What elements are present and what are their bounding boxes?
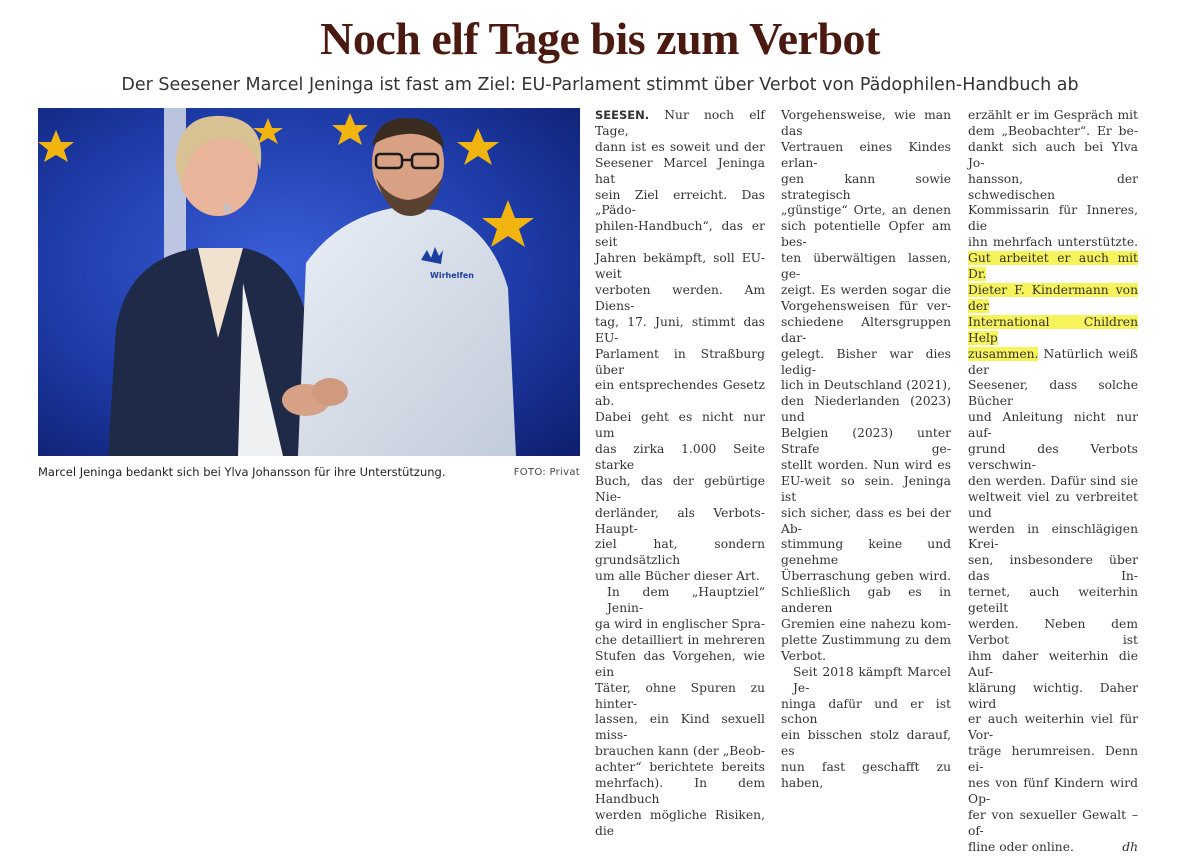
- col3-line: Seesener, dass solche Bücher: [968, 378, 1138, 409]
- col1-line: Täter, ohne Spuren zu hinter-: [595, 680, 765, 711]
- col3-line: dem „Beobachter“. Er be-: [968, 123, 1138, 138]
- col2-line: Gremien eine nahezu kom-: [781, 617, 951, 631]
- col1-line: sein Ziel erreicht. Das „Pädo-: [595, 187, 765, 218]
- col1-line: In dem „Hauptziel“ Jenin-: [607, 585, 765, 616]
- col2-line: stimmung keine und genehme: [781, 537, 951, 568]
- col1-line: achter“ berichtete bereits: [595, 760, 765, 775]
- col3-highlight-line: [968, 315, 1138, 347]
- col1-line: werden mögliche Risiken, die: [595, 807, 765, 838]
- col2-line: schiedene Altersgruppen dar-: [781, 314, 951, 345]
- article-column-1: [595, 108, 765, 840]
- col3-line: weltweit viel zu verbreitet und: [968, 489, 1138, 520]
- highlighted-text: zusammen.: [968, 346, 1039, 361]
- col2-line: ein bisschen stolz darauf, es: [781, 728, 951, 759]
- col2-line: gelegt. Bisher war dies ledig-: [781, 346, 951, 377]
- highlighted-text: International Children Help: [968, 314, 1138, 345]
- col2-line: Vorgehensweisen für ver-: [781, 298, 951, 313]
- col3-line: werden. Neben dem Verbot ist: [968, 617, 1138, 647]
- col3-line: dankt sich auch bei Ylva Jo-: [968, 139, 1138, 170]
- col2-line: Vertrauen eines Kindes erlan-: [781, 139, 951, 170]
- col2-line: ten überwältigen lassen, ge-: [781, 251, 951, 282]
- col2-line: zeigt. Es werden sogar die: [781, 282, 951, 297]
- col1-line: um alle Bücher dieser Art.: [595, 569, 760, 584]
- col2-line: lich in Deutschland (2021),: [781, 378, 951, 393]
- subline: Der Seesener Marcel Jeninga ist fast am Ziel: EU-Parlament stimmt über Verbot von Pädophilen-Handbuch ab: [121, 75, 1079, 95]
- col3-line: klärung wichtig. Daher wird: [968, 680, 1138, 711]
- shirt-logo-text: Wirhelfen: [430, 271, 474, 280]
- col2-line: stellt worden. Nun wird es: [781, 457, 951, 472]
- col3-highlight-line: [968, 251, 1138, 283]
- article-photo: [38, 108, 580, 456]
- col2-line: Verbot.: [781, 648, 827, 663]
- col1-line: Dabei geht es nicht nur um: [595, 410, 765, 441]
- col1-line: derländer, als Verbots-Haupt-: [595, 505, 765, 536]
- col3-line: Kommissarin für Inneres, die: [968, 203, 1138, 234]
- col1-line: ziel hat, sondern grundsätzlich: [595, 537, 765, 568]
- col3-line: fer von sexueller Gewalt – of-: [968, 807, 1138, 838]
- article-column-3: [968, 108, 1138, 856]
- article-column-2: [781, 108, 951, 792]
- col1-line: Parlament in Straßburg über: [595, 346, 765, 377]
- col2-line: ninga dafür und er ist schon: [781, 696, 951, 727]
- col1-line: ein entsprechendes Gesetz ab.: [595, 378, 765, 409]
- col2-line: Überraschung geben wird.: [781, 569, 951, 584]
- col3-text: Natürlich weiß der: [968, 346, 1138, 377]
- col3-line: und Anleitung nicht nur auf-: [968, 410, 1138, 441]
- col1-line: che detailliert in mehreren: [595, 632, 765, 647]
- col2-line: Vorgehensweise, wie man das: [781, 108, 951, 138]
- col1-line: das zirka 1.000 Seite starke: [595, 442, 765, 472]
- col1-line: dann ist es soweit und der: [595, 139, 765, 154]
- col1-line: Buch, das der gebürtige Nie-: [595, 473, 765, 504]
- col2-line: „günstige“ Orte, an denen: [781, 203, 951, 218]
- col1-line: lassen, ein Kind sexuell miss-: [595, 712, 765, 743]
- col3-line: hansson, der schwedischen: [968, 171, 1138, 202]
- col1-line: mehrfach). In dem Handbuch: [595, 776, 765, 806]
- col2-line: EU-weit so sein. Jeninga ist: [781, 473, 951, 504]
- col3-line: werden in einschlägigen Krei-: [968, 521, 1138, 552]
- col2-line: Schließlich gab es in anderen: [781, 585, 951, 616]
- col1-line: philen-Handbuch“, das er seit: [595, 219, 765, 250]
- col3-line: ternet, auch weiterhin geteilt: [968, 585, 1138, 616]
- col2-line: Belgien (2023) unter Strafe ge-: [781, 426, 951, 457]
- highlighted-text: Gut arbeitet er auch mit Dr.: [968, 251, 1138, 282]
- col1-line-0: [595, 108, 765, 140]
- col3-line: sen, insbesondere über das In-: [968, 553, 1138, 584]
- col2-line: den Niederlanden (2023) und: [781, 394, 951, 425]
- col3-last-line: [968, 840, 1138, 856]
- highlighted-text: Dieter F. Kindermann von der: [968, 282, 1138, 313]
- col1-line: brauchen kann (der „Beob-: [595, 744, 765, 759]
- col3-line: träge herumreisen. Denn ei-: [968, 744, 1138, 775]
- col3-line: den werden. Dafür sind sie: [968, 473, 1138, 488]
- col3-line: [968, 347, 1138, 379]
- author-signature: dh: [1122, 839, 1138, 854]
- headline: Noch elf Tage bis zum Verbot: [320, 13, 880, 64]
- col1-line: ga wird in englischer Spra-: [595, 617, 765, 631]
- col1-line: tag, 17. Juni, stimmt das EU-: [595, 314, 765, 345]
- col1-line: Stufen das Vorgehen, wie ein: [595, 648, 765, 679]
- dateline: SEESEN.: [595, 108, 650, 122]
- col2-line: sich potentielle Opfer am bes-: [781, 219, 951, 250]
- col2-line: plette Zustimmung zu dem: [781, 632, 951, 647]
- col2-line: gen kann sowie strategisch: [781, 171, 951, 202]
- col3-line: nes von fünf Kindern wird Op-: [968, 776, 1138, 806]
- photo-caption: Marcel Jeninga bedankt sich bei Ylva Johansson für ihre Unterstützung.: [38, 465, 446, 479]
- photo-credit: FOTO: Privat: [513, 467, 580, 478]
- col3-line: ihn mehrfach unterstützte.: [968, 235, 1138, 250]
- col3-line: grund des Verbots verschwin-: [968, 442, 1138, 472]
- col2-line: nun fast geschafft zu haben,: [781, 760, 951, 791]
- col3-line: er auch weiterhin viel für Vor-: [968, 712, 1138, 743]
- col1-line: Seesener Marcel Jeninga hat: [595, 155, 765, 186]
- col2-line: sich sicher, dass es bei der Ab-: [781, 505, 951, 536]
- col1-line: Jahren bekämpft, soll EU-weit: [595, 251, 765, 282]
- col3-line: ihm daher weiterhin die Auf-: [968, 648, 1138, 679]
- col3-highlight-line: [968, 283, 1138, 315]
- col3-line: erzählt er im Gespräch mit: [968, 108, 1138, 122]
- col1-line: verboten werden. Am Diens-: [595, 282, 765, 313]
- col1-text: Nur noch elf Tage,: [595, 108, 765, 138]
- col2-line: Seit 2018 kämpft Marcel Je-: [793, 664, 951, 695]
- col3-text: fline oder online.: [968, 839, 1074, 854]
